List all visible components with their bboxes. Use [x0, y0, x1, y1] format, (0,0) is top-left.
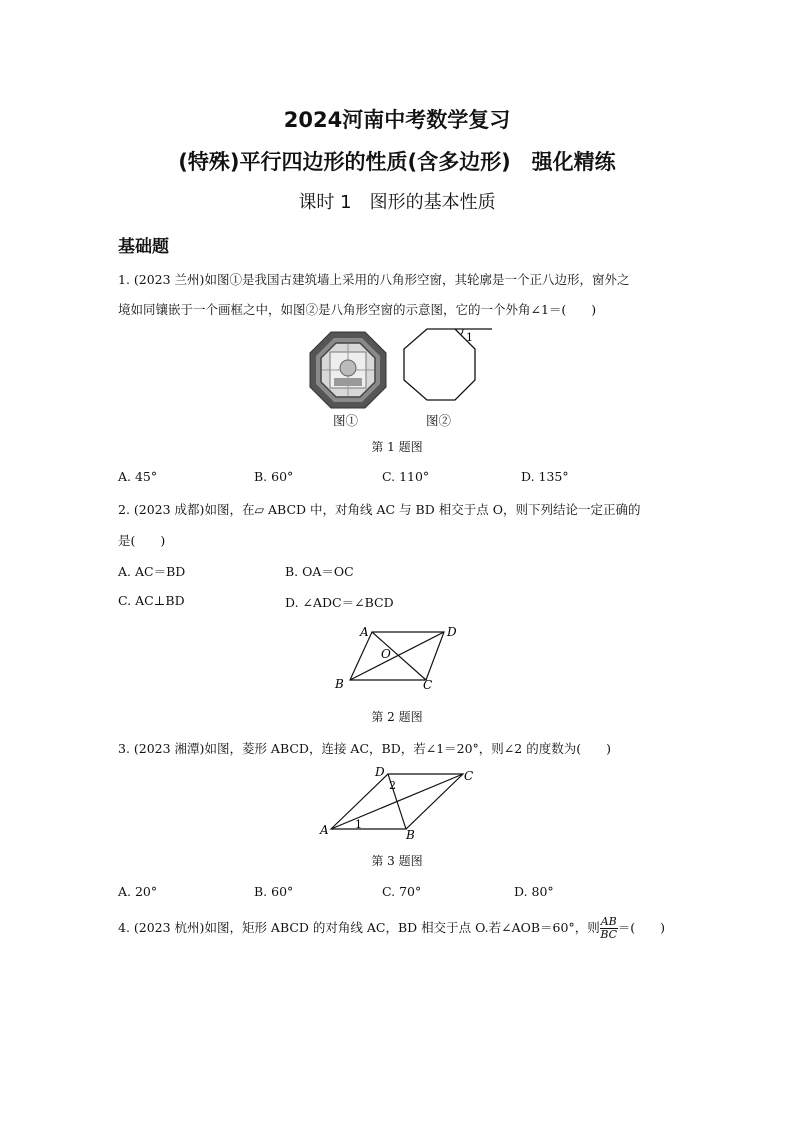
q3-text-line1: 3. (2023 湘潭)如图，菱形 ABCD，连接 AC，BD，若∠1＝20°，则∠2 的度数为( ): [118, 741, 611, 756]
q3-label-a: A: [320, 823, 329, 837]
q1-caption: 第 1 题图: [371, 440, 423, 454]
q1-figure-window-photo: [308, 330, 388, 410]
q1-angle-label: 1: [466, 331, 473, 344]
q2-label-a: A: [360, 625, 369, 639]
q4-fraction-denominator: BC: [600, 928, 618, 941]
q3-label-c: C: [464, 769, 474, 783]
q1-option-c[interactable]: C. 110°: [382, 469, 430, 484]
q4-answer-blank: ＝( ): [617, 920, 666, 935]
q1-text-line2: 境如同镶嵌于一个画框之中，如图②是八角形空窗的示意图，它的一个外角∠1＝( ): [118, 302, 597, 317]
q1-option-b[interactable]: B. 60°: [254, 469, 294, 484]
q3-option-c[interactable]: C. 70°: [382, 884, 422, 899]
q2-option-b[interactable]: B. OA＝OC: [285, 564, 354, 579]
q2-text-line1: 2. (2023 成都)如图，在▱ ABCD 中，对角线 AC 与 BD 相交于点 O，则下列结论一定正确的: [118, 502, 641, 517]
q1-option-a[interactable]: A. 45°: [118, 469, 158, 484]
q2-option-c[interactable]: C. AC⊥BD: [118, 593, 185, 608]
q4-text: 4. (2023 杭州)如图，矩形 ABCD 的对角线 AC，BD 相交于点 O.若∠AOB＝60°，则: [118, 920, 600, 935]
q1-fig2-label: 图②: [426, 413, 452, 428]
q3-figure-rhombus: [316, 762, 482, 842]
q3-label-d: D: [375, 765, 385, 779]
q3-option-d[interactable]: D. 80°: [514, 884, 554, 899]
q2-label-o: O: [381, 647, 391, 661]
q4-fraction-numerator: AB: [600, 915, 617, 928]
q2-label-d: D: [447, 625, 457, 639]
q3-option-b[interactable]: B. 60°: [254, 884, 294, 899]
q2-option-d[interactable]: D. ∠ADC＝∠BCD: [285, 595, 394, 610]
q3-caption: 第 3 题图: [371, 854, 423, 868]
q1-figure-octagon: [400, 326, 494, 412]
q1-text-line1: 1. (2023 兰州)如图①是我国古建筑墙上采用的八角形空窗，其轮廓是一个正八边形，窗外之: [118, 272, 630, 287]
q2-caption: 第 2 题图: [371, 710, 423, 724]
q4-fraction: [600, 916, 618, 941]
q3-angle1-label: 1: [355, 818, 362, 831]
q4-text-line: [118, 916, 665, 941]
q2-option-a[interactable]: A. AC＝BD: [118, 564, 186, 579]
q2-label-c: C: [423, 678, 433, 692]
q3-angle2-label: 2: [389, 779, 396, 792]
lesson-title: 课时 1 图形的基本性质: [298, 192, 496, 213]
document-title: 2024河南中考数学复习: [283, 108, 511, 132]
q2-text-line2: 是( ): [118, 533, 166, 548]
q3-option-a[interactable]: A. 20°: [118, 884, 158, 899]
q2-label-b: B: [335, 677, 344, 691]
q2-figure-parallelogram: [330, 622, 466, 694]
section-title: 基础题: [118, 237, 169, 257]
q1-fig1-label: 图①: [333, 413, 359, 428]
q1-option-d[interactable]: D. 135°: [521, 469, 569, 484]
q3-label-b: B: [406, 828, 415, 842]
document-subtitle: (特殊)平行四边形的性质(含多边形) 强化精练: [178, 150, 616, 174]
